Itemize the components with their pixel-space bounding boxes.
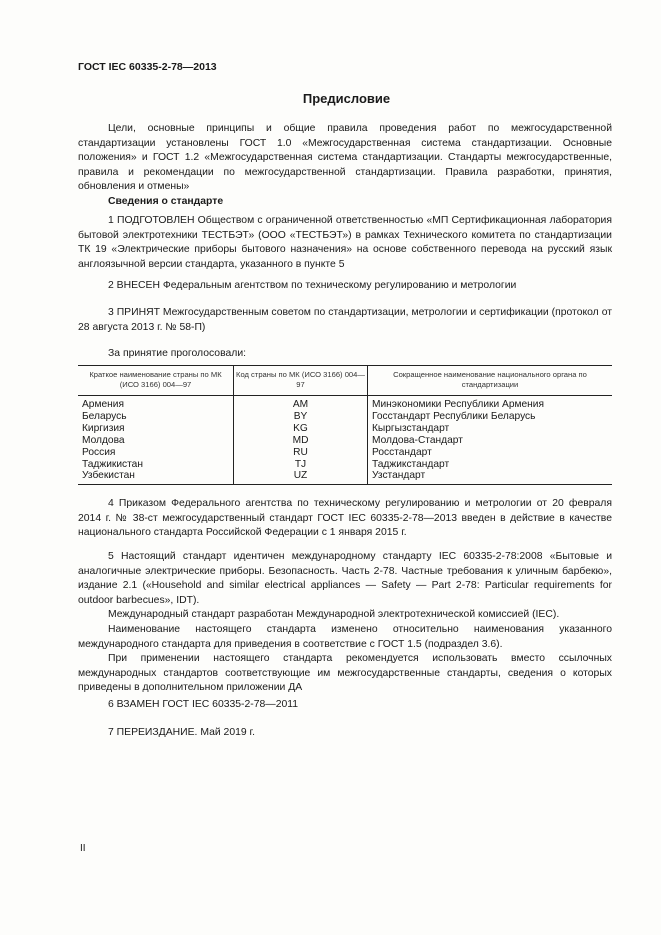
item-1-block	[78, 214, 612, 272]
item-5-refs-paragraph: При применении настоящего стандарта рекомендуется использовать вместо ссылочных международных стандартов соответствующие им межгосударственные стандарты, сведения о которых приведены в дополнительном приложении ДА	[78, 653, 612, 694]
item-1-paragraph: 1 ПОДГОТОВЛЕН Обществом с ограниченной ответственностью «МП Сертификационная лаборатория бытовой электротехники ТЕСТБЭТ» (ООО «ТЕСТБЭТ») в рамках Технического комитета по стандартизации ТК 19 «Электрические приборы бытового назначения» на основе собственного перевода на русский язык англоязычной версии стандарта, указанного в пункте 5	[78, 215, 612, 270]
table-row	[78, 470, 612, 484]
standard-info-heading-block	[78, 195, 612, 210]
body-cell: Кыргызстандарт	[368, 423, 613, 435]
item-3-paragraph: 3 ПРИНЯТ Межгосударственным советом по стандартизации, метрологии и сертификации (протокол от 28 августа 2013 г. № 58-П)	[78, 307, 612, 333]
table-row	[78, 396, 612, 411]
item-5-name-paragraph: Наименование настоящего стандарта изменено относительно наименования указанного международного стандарта для приведения в соответствие с ГОСТ 1.5 (подраздел 3.6).	[78, 623, 612, 650]
item-2-block	[78, 279, 612, 294]
country-cell: Россия	[82, 446, 116, 458]
country-cell: Узбекистан	[78, 470, 234, 484]
table-header-row	[78, 366, 612, 396]
code-cell: TJ	[234, 459, 368, 471]
item-6-paragraph: 6 ВЗАМЕН ГОСТ IEC 60335-2-78—2011	[108, 699, 299, 710]
page-number: II	[80, 843, 86, 854]
code-cell: KG	[234, 423, 368, 435]
table-row	[78, 459, 612, 471]
item-7-block	[78, 726, 612, 741]
country-cell: Таджикистан	[82, 458, 143, 470]
item-4-paragraph: 4 Приказом Федерального агентства по техническому регулированию и метрологии от 20 февраля 2014 г. № 38-ст межгосударственный стандарт ГОСТ IEC 60335-2-78—2013 введен в действие в качестве национального стандарта Российской Федерации с 1 января 2015 г.	[78, 498, 612, 539]
intro-section	[78, 122, 612, 195]
country-cell: Беларусь	[82, 410, 127, 422]
subheading: Сведения о стандарте	[108, 196, 224, 207]
country-cell: Молдова	[82, 434, 125, 446]
table-row	[78, 435, 612, 447]
item-6-block	[78, 698, 612, 713]
table-row	[78, 423, 612, 435]
countries-table	[78, 365, 612, 485]
page-title: Предисловие	[302, 91, 391, 106]
code-cell: MD	[234, 435, 368, 447]
body-cell: Таджикстандарт	[368, 459, 613, 471]
item-5-origin-paragraph: Международный стандарт разработан Международной электротехнической комиссией (IEC).	[108, 609, 560, 621]
country-cell: Киргизия	[82, 422, 125, 434]
code-cell: UZ	[234, 470, 368, 484]
code-cell: BY	[234, 411, 368, 423]
item-3-block	[78, 306, 612, 335]
table-header-country: Краткое наименование страны по МК (ИСО 3166) 004—97	[78, 366, 234, 396]
country-cell: Армения	[82, 399, 124, 410]
table-header-body: Сокращенное наименование национального органа по стандартизации	[368, 366, 613, 396]
item-7-paragraph: 7 ПЕРЕИЗДАНИЕ. Май 2019 г.	[108, 727, 255, 738]
voted-block	[78, 347, 612, 362]
intro-paragraph: Цели, основные принципы и общие правила проведения работ по межгосударственной стандартизации установлены ГОСТ 1.0 «Межгосударственная система стандартизации. Основные положения» и ГОСТ 1.2 «Межгосударственная система стандартизации. Стандарты межгосударственные, правила и рекомендации по межгосударственной стандартизации. Правила разработки, принятия, обновления и отмены»	[78, 123, 612, 193]
body-cell: Узстандарт	[368, 470, 613, 484]
item-5-paragraph: 5 Настоящий стандарт идентичен международному стандарту IEC 60335-2-78:2008 «Бытовые и аналогичные электрические приборы. Безопасность. Часть 2-78. Частные требования к уличным барбекю», издание 2.1 («Household and similar electrical appliances — Safety — Part 2-78: Particular requirements for outdoor barbecues», IDT).	[78, 551, 612, 606]
item-5-block	[78, 550, 612, 696]
code-cell: RU	[234, 447, 368, 459]
table-header-code: Код страны по МК (ИСО 3166) 004—97	[234, 366, 368, 396]
body-cell: Молдова-Стандарт	[368, 435, 613, 447]
body-cell: Минэкономики Республики Армения	[368, 396, 613, 411]
body-cell: Госстандарт Республики Беларусь	[368, 411, 613, 423]
body-cell: Росстандарт	[368, 447, 613, 459]
code-cell: AM	[234, 396, 368, 411]
item-2-paragraph: 2 ВНЕСЕН Федеральным агентством по техническому регулированию и метрологии	[108, 280, 517, 291]
voted-label: За принятие проголосовали:	[108, 348, 247, 359]
table-row	[78, 447, 612, 459]
item-4-block	[78, 497, 612, 541]
table-row	[78, 411, 612, 423]
document-id-header: ГОСТ IEC 60335-2-78—2013	[78, 61, 217, 73]
